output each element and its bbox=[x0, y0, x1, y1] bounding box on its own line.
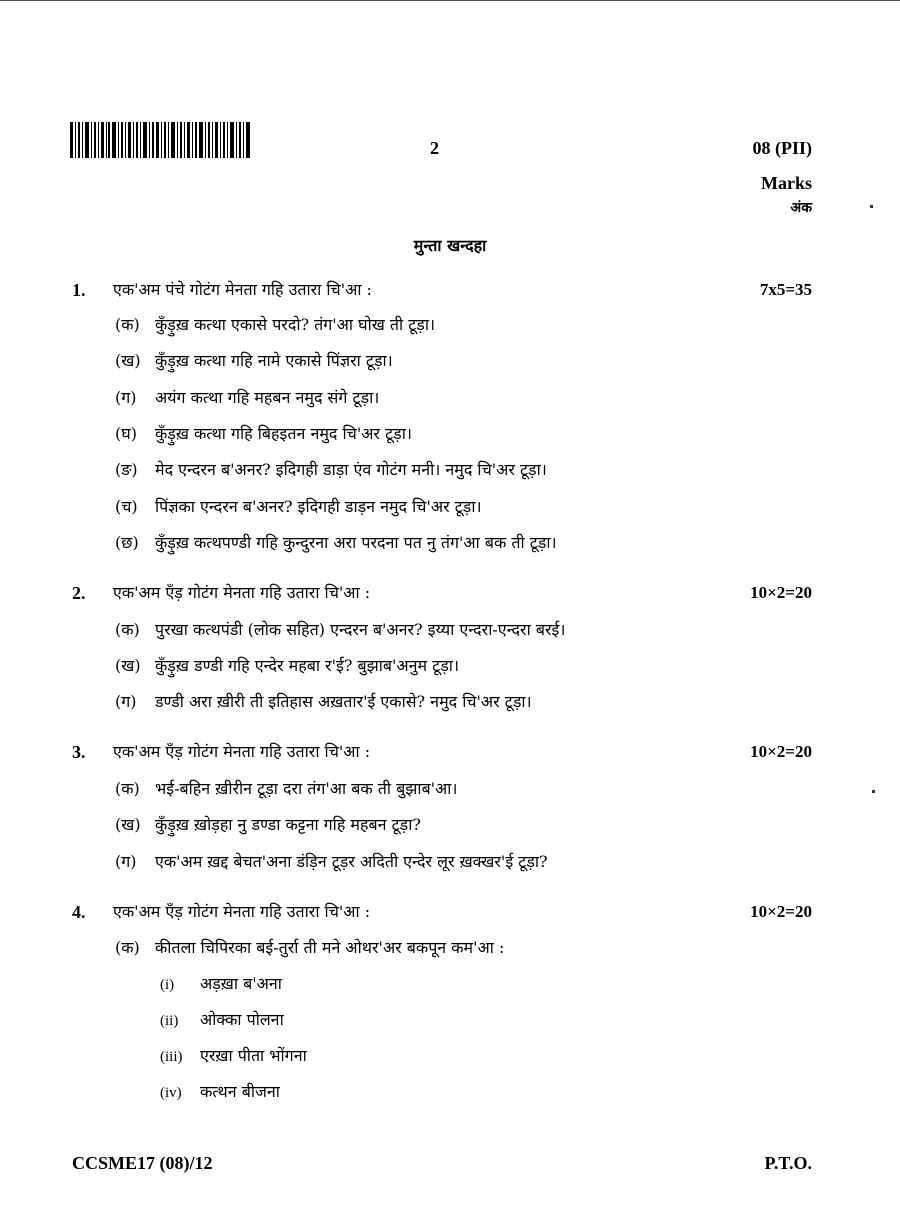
part-text: मेद एन्दरन ब'अनर? इदिगही डाड़ा एंव गोटंग मनी। नमुद चि'अर टूड़ा। bbox=[155, 460, 547, 479]
question-number: 2. bbox=[72, 583, 86, 603]
question-part bbox=[115, 777, 457, 799]
part-label: (ग) bbox=[115, 692, 137, 711]
question-number: 1. bbox=[72, 280, 86, 300]
sub-item bbox=[160, 972, 282, 994]
question-part bbox=[115, 313, 435, 335]
part-text: कुँड़ुख़ कत्थपण्डी गहि कुन्दुरना अरा परदना पत नु तंग'आ बक ती टूड़ा। bbox=[155, 533, 557, 552]
top-border bbox=[0, 0, 900, 1]
question-text: एक'अम एँड़ गोटंग मेनता गहि उतारा चि'आ : bbox=[113, 583, 371, 602]
question-part bbox=[115, 813, 421, 835]
part-text: अयंग कत्था गहि महबन नमुद संगे टूड़ा। bbox=[155, 388, 380, 407]
part-label: (ग) bbox=[115, 852, 137, 871]
barcode-image bbox=[70, 122, 250, 158]
scan-speck bbox=[872, 790, 875, 793]
part-text: एक'अम ख़द्द बेचत'अना डंड़िन टूड़र अदिती एन्देर लूर ख़क्खर'ई टूड़ा? bbox=[155, 852, 548, 871]
question-part bbox=[115, 531, 557, 553]
item-label: (i) bbox=[160, 977, 175, 993]
part-text: पुरखा कत्थपंडी (लोक सहित) एन्दरन ब'अनर? इय्या एन्दरा-एन्दरा बरई। bbox=[155, 620, 566, 639]
sub-item bbox=[160, 1008, 284, 1030]
footer-code: CCSME17 (08)/12 bbox=[72, 1153, 213, 1173]
part-text: कीतला चिपिरका बई-तुर्रा ती मने ओथर'अर बकपून कम'आ : bbox=[155, 938, 505, 957]
part-label: (छ) bbox=[115, 533, 139, 552]
part-text: कुँड़ुख़ कत्था एकासे परदो? तंग'आ घोख ती टूड़ा। bbox=[155, 315, 436, 334]
part-label: (क) bbox=[115, 779, 140, 798]
question-marks: 10×2=20 bbox=[750, 742, 812, 761]
marks-label-hindi: अंक bbox=[790, 200, 812, 216]
question-text: एक'अम एँड़ गोटंग मेनता गहि उतारा चि'आ : bbox=[113, 902, 371, 921]
item-label: (iv) bbox=[160, 1085, 182, 1101]
part-label: (च) bbox=[115, 497, 138, 516]
question-part bbox=[115, 654, 459, 676]
item-text: अड़ख़ा ब'अना bbox=[200, 974, 282, 993]
part-text: पिंज्ञका एन्दरन ब'अनर? इदिगही डाड़न नमुद चि'अर टूड़ा। bbox=[155, 497, 482, 516]
part-text: कुँड़ुख़ डण्डी गहि एन्देर महबा र'ई? बुझाब'अनुम टूड़ा। bbox=[155, 656, 460, 675]
question-text: एक'अम एँड़ गोटंग मेनता गहि उतारा चि'आ : bbox=[113, 742, 371, 761]
sub-item bbox=[160, 1080, 280, 1102]
question-text: एक'अम पंचे गोटंग मेनता गहि उतारा चि'आ : bbox=[113, 280, 372, 299]
footer-pto: P.T.O. bbox=[764, 1153, 812, 1173]
scan-speck bbox=[870, 205, 873, 208]
question-part bbox=[115, 618, 565, 640]
question-part bbox=[115, 690, 532, 712]
part-label: (ग) bbox=[115, 388, 137, 407]
question-part bbox=[115, 349, 393, 371]
page-number: 2 bbox=[430, 138, 439, 158]
part-label: (क) bbox=[115, 315, 140, 334]
item-label: (ii) bbox=[160, 1013, 179, 1029]
question-part bbox=[115, 386, 379, 408]
part-text: कुँड़ुख़ कत्था गहि बिहइतन नमुद चि'अर टूड़ा। bbox=[155, 424, 412, 443]
section-title: मुन्ता खन्दहा bbox=[413, 236, 487, 255]
part-label: (क) bbox=[115, 620, 140, 639]
item-text: कत्थन बीजना bbox=[200, 1082, 280, 1101]
question-marks: 7x5=35 bbox=[759, 280, 812, 299]
question-part bbox=[115, 458, 547, 480]
part-text: डण्डी अरा ख़ीरी ती इतिहास अख़तार'ई एकासे? नमुद चि'अर टूड़ा। bbox=[155, 692, 532, 711]
question-part bbox=[115, 422, 412, 444]
part-text: कुँड़ुख़ ख़ोड़हा नु डण्डा कट्टना गहि महबन टूड़ा? bbox=[155, 815, 421, 834]
part-label: (ख) bbox=[115, 351, 141, 370]
part-text: कुँड़ुख़ कत्था गहि नामे एकासे पिंज्ञरा टूड़ा। bbox=[155, 351, 393, 370]
sub-item bbox=[160, 1044, 307, 1066]
part-label: (ङ) bbox=[115, 460, 138, 479]
question-number: 3. bbox=[72, 742, 86, 762]
item-text: एरख़ा पीता भोंगना bbox=[200, 1046, 307, 1065]
paper-code: 08 (PII) bbox=[752, 138, 812, 158]
item-label: (iii) bbox=[160, 1049, 183, 1065]
part-label: (घ) bbox=[115, 424, 137, 443]
question-part bbox=[115, 850, 548, 872]
marks-label-english: Marks bbox=[761, 173, 812, 193]
part-label: (ख) bbox=[115, 656, 141, 675]
part-text: भई-बहिन ख़ीरीन टूड़ा दरा तंग'आ बक ती बुझाब'आ। bbox=[155, 779, 458, 798]
question-part bbox=[115, 495, 482, 517]
question-number: 4. bbox=[72, 902, 86, 922]
question-marks: 10×2=20 bbox=[750, 583, 812, 602]
question-marks: 10×2=20 bbox=[750, 902, 812, 921]
part-label: (क) bbox=[115, 938, 140, 957]
question-part bbox=[115, 936, 504, 958]
item-text: ओक्का पोलना bbox=[200, 1010, 284, 1029]
part-label: (ख) bbox=[115, 815, 141, 834]
